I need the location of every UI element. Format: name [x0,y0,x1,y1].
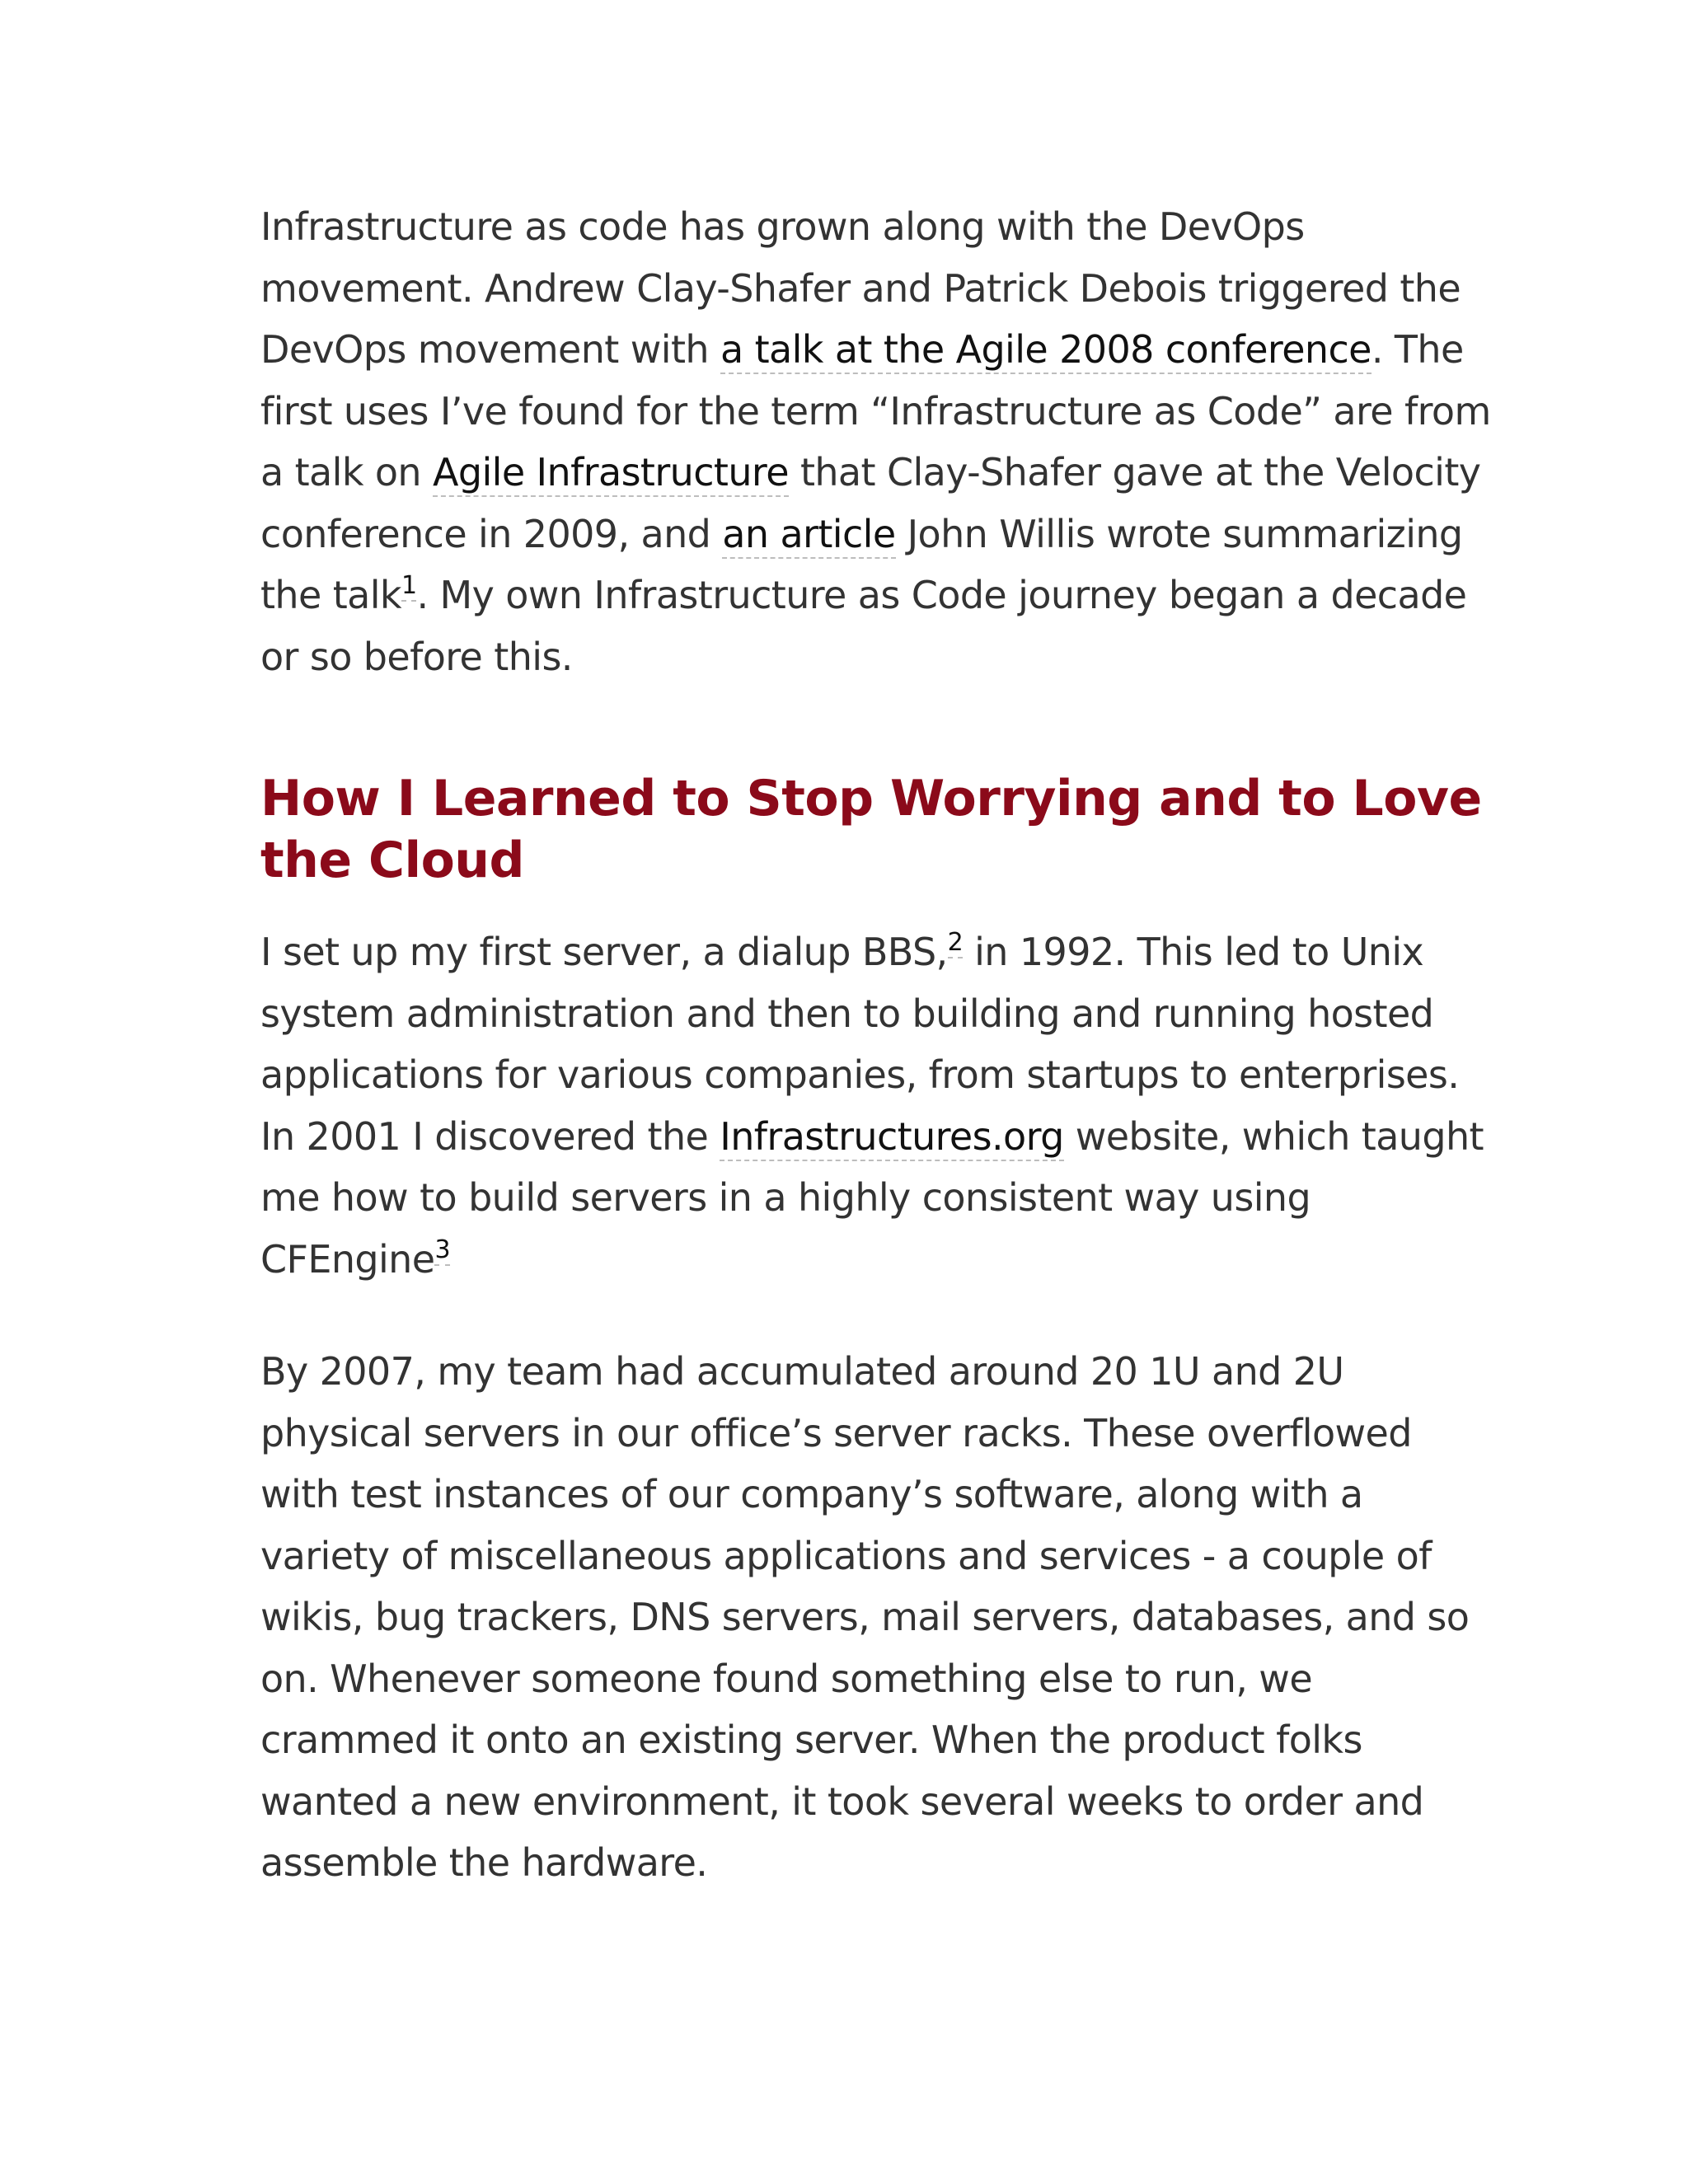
intro-text-2: . The first uses I’ve found for the term “Infrastructure as Code” are from a talk on [260,327,1491,494]
agile-infrastructure-link[interactable]: Agile Infrastructure [433,450,789,497]
article-link[interactable]: an article [722,512,895,559]
intro-text-3: that Clay-Shafer gave at the Velocity conference in 2009, and [260,450,1481,556]
footnote-1-ref [401,571,417,602]
footnote-2-ref [948,928,964,958]
footnote-2-link[interactable]: 2 [947,928,964,957]
intro-paragraph [260,196,1497,687]
article-content [260,196,1497,1894]
bbs-text-2: in 1992. This led to Unix system administration and then to building and running hosted applications for various companies, from startups to enterprises. In 2001 I discovered the [260,930,1460,1159]
servers-2007-paragraph: By 2007, my team had accumulated around 20 1U and 2U physical servers in our office’s server racks. These overflowed with test instances of our company’s software, along with a variety of miscellaneous applications and services - a couple of wikis, bug trackers, DNS servers, mail servers, databases, and so on. Whenever someone found something else to run, we crammed it onto an existing server. When the product folks wanted a new environment, it took several weeks to order and assemble the hardware. [260,1349,1470,1885]
agile-2008-talk-link[interactable]: a talk at the Agile 2008 conference [720,327,1372,374]
intro-text-1: Infrastructure as code has grown along with the DevOps movement. Andrew Clay-Shafer and Patrick Debois triggered the DevOps movement with [260,204,1461,372]
footnote-3-ref [434,1235,450,1266]
bbs-paragraph [260,921,1497,1290]
footnote-1-link[interactable]: 1 [401,571,417,600]
bbs-text-1: I set up my first server, a dialup BBS, [260,930,948,974]
bbs-text-3: website, which taught me how to build servers in a highly consistent way using CFEngine [260,1113,1484,1282]
infrastructures-org-link[interactable]: Infrastructures.org [720,1114,1063,1161]
section-heading: How I Learned to Stop Worrying and to Love the Cloud [260,770,1482,889]
intro-text-5: . My own Infrastructure as Code journey began a decade or so before this. [260,573,1467,679]
intro-text-4: John Willis wrote summarizing the talk [260,511,1463,617]
footnote-3-link[interactable]: 3 [434,1235,450,1264]
